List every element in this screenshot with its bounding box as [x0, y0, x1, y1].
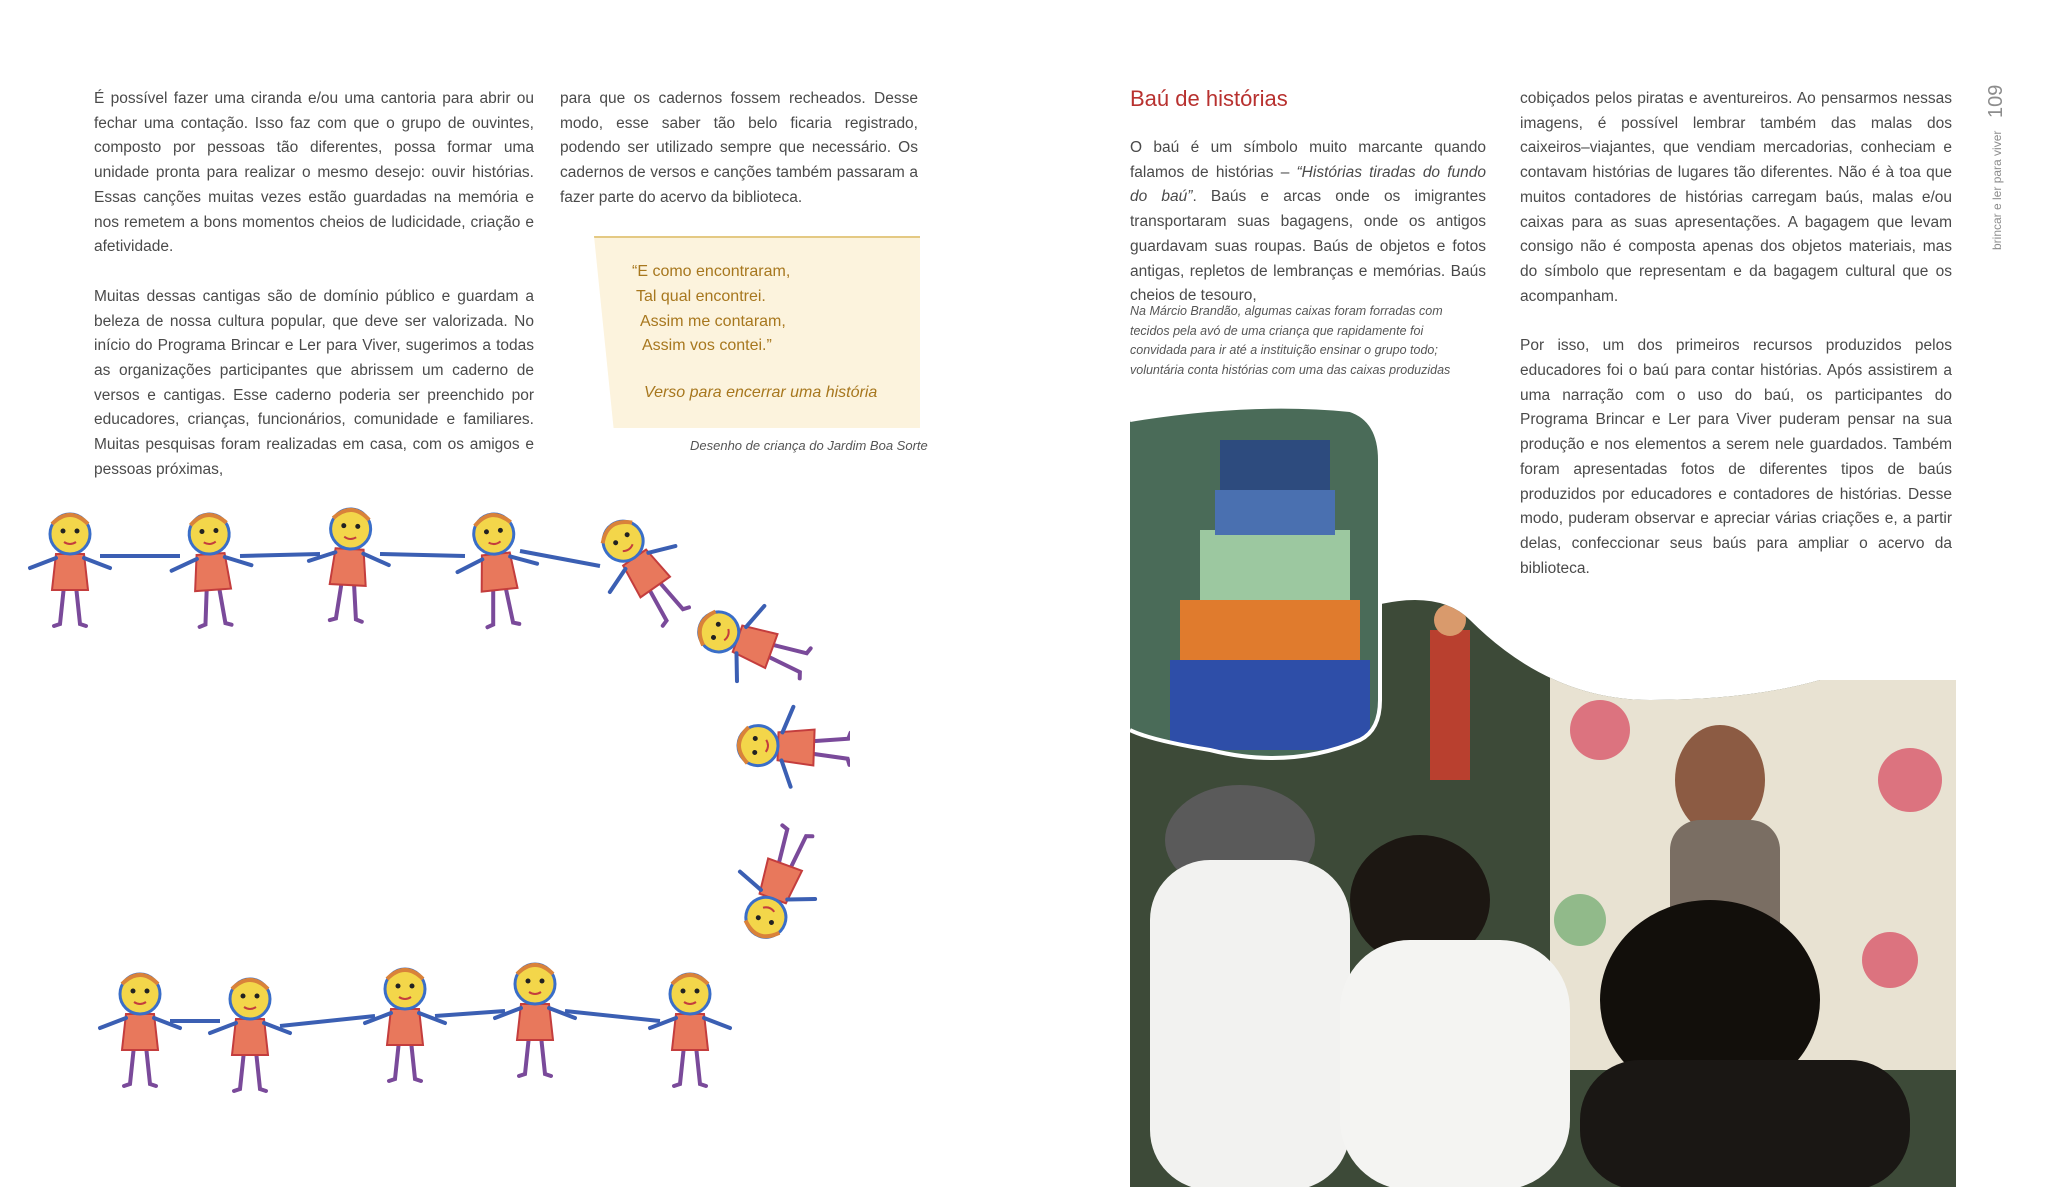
paragraph-cantigas: Muitas dessas cantigas são de domínio público e guardam a beleza de nossa cultura popular, que deve ser valorizada. No início do Programa Brincar e Ler para Viver, sugerimos a todas as organizações participantes que abrissem um caderno de versos e cantigas. Esse caderno poderia ser preenchido por educadores, crianças, funcionários, comunidade e familiares. Muitas pesquisas foram realizadas em casa, com os amigos e pessoas próximas, — [94, 287, 534, 478]
paragraph-piratas: cobiçados pelos piratas e aventureiros. Ao pensarmos nessas imagens, é possível lembrar também das malas dos caixeiros–viajantes, que vendiam mercadorias, conheciam e contavam histórias de lugares tão diferentes. Não é à toa que muitos contadores de histórias carregam baús, malas e/ou caixas para as suas apresentações. A bagagem que levam consigo não é composta apenas dos objetos materiais, mas do símbolo que representam e da bagagem cultural que os acompanham. — [1520, 90, 1952, 305]
quote-verse — [632, 260, 790, 359]
storytelling-photo — [1130, 400, 1956, 1187]
side-label: brincar e ler para viver — [1990, 130, 2004, 250]
bau-quote: “Histórias tiradas do fundo do baú” — [1130, 163, 1487, 206]
paragraph-cadernos: para que os cadernos fossem recheados. Desse modo, esse saber tão belo ficaria registrado, podendo ser utilizado sempre que necessário. Os cadernos de versos e canções também passaram a fazer parte do acervo da biblioteca. — [560, 90, 918, 206]
photo-caption: Na Márcio Brandão, algumas caixas foram forradas com tecidos pela avó de uma criança que rapidamente foi convidada para ir até a instituição ensinar o grupo todo; voluntária conta histórias com uma das caixas produzidas — [1130, 304, 1451, 377]
left-column-text — [94, 87, 534, 508]
quote-line: “E como encontraram, — [632, 263, 791, 280]
page-number: 109 — [1985, 84, 2007, 118]
bau-intro: O baú é um símbolo muito marcante quando falamos de histórias – — [1130, 139, 1486, 181]
paragraph-ciranda: É possível fazer uma ciranda e/ou uma cantoria para abrir ou fechar uma contação. Isso faz com que o grupo de ouvintes, composto por pessoas tão diferentes, possa formar uma unidade pronta para realizar o mesmo desejo: ouvir histórias. Essas canções muitas vezes estão guardadas na memória e nos remetem a bons momentos cheios de ludicidade, criação e afetividade. — [94, 90, 534, 256]
quote-line: Assim me contaram, — [640, 312, 786, 330]
boxes-inset-photo — [1130, 400, 1390, 760]
quote-source: Verso para encerrar uma história — [644, 384, 878, 401]
bau-continuation: . Baús e arcas onde os imigrantes transportaram suas bagagens, onde os antigos guardavam suas roupas. Baús de objetos e fotos antigas, repletos de lembranças e memórias. Baús cheios de tesouro, — [1130, 188, 1486, 305]
middle-column-text — [560, 87, 918, 236]
paragraph-bau — [1130, 136, 1486, 309]
children-drawing — [0, 486, 850, 1187]
quote-line: Assim vos contei.” — [642, 337, 772, 355]
drawing-caption: Desenho de criança do Jardim Boa Sorte — [690, 438, 928, 453]
section-title: Baú de histórias — [1130, 86, 1288, 111]
quote-line: Tal qual encontrei. — [636, 287, 766, 305]
paragraph-recursos: Por isso, um dos primeiros recursos produzidos pelos educadores foi o baú para contar histórias. Após assistirem a uma narração com o uso do baú, os participantes do Programa Brincar e Ler para Viver puderam pensar na sua produção e nos elementos a serem nele guardados. Também foram apresentadas fotos de diferentes tipos de baús produzidos por educadores e contadores de histórias. Desse modo, puderam observar e apreciar várias criações e, a partir delas, confeccionar seus baús para ampliar o acervo da biblioteca. — [1520, 337, 1952, 577]
